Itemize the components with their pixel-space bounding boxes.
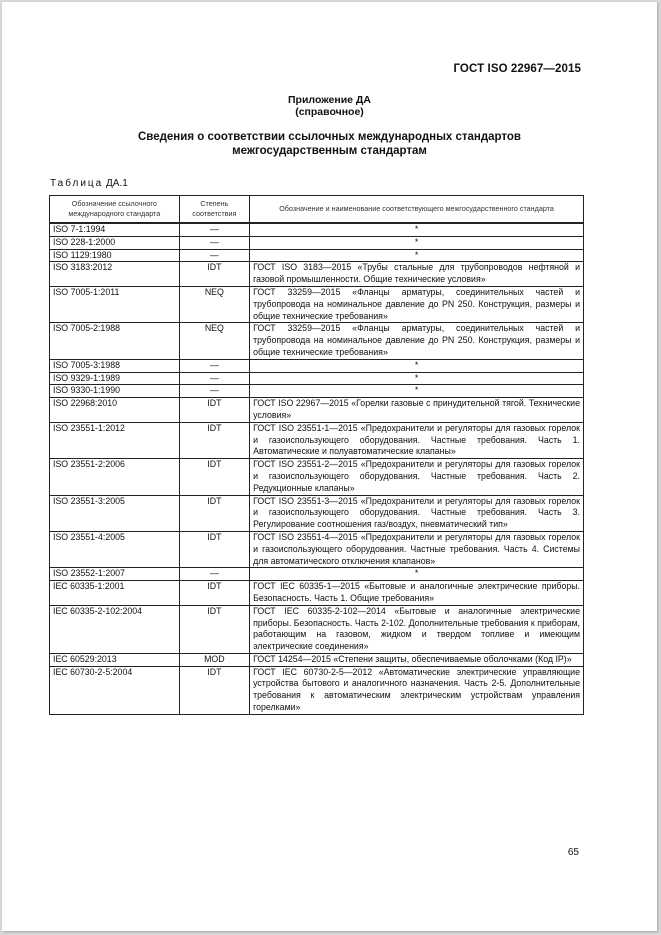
international-standard-cell: ISO 7005-2:1988	[50, 323, 180, 359]
international-standard-cell: IEC 60335-1:2001	[50, 581, 180, 606]
interstate-standard-cell: ГОСТ ISO 23551-3—2015 «Предохранители и регуляторы для газовых горелок и газоиспользующего оборудования. Частные требования. Часть 3. Регулирование соотношения газ/воздух, пневматический тип»	[250, 495, 584, 531]
table-body	[50, 223, 584, 714]
section-heading-line-2: межгосударственным стандартам	[232, 145, 427, 157]
degree-cell: —	[179, 568, 250, 581]
international-standard-cell: ISO 23552-1:2007	[50, 568, 180, 581]
table-row	[50, 666, 584, 714]
international-standard-cell: ISO 7-1:1994	[50, 223, 180, 236]
international-standard-cell: IEC 60730-2-5:2004	[50, 666, 180, 714]
international-standard-cell: ISO 23551-3:2005	[50, 495, 180, 531]
international-standard-cell: IEC 60335-2-102:2004	[50, 605, 180, 653]
degree-cell: —	[179, 359, 250, 372]
interstate-standard-cell: *	[250, 385, 584, 398]
degree-cell: IDT	[179, 495, 250, 531]
table-header-row	[50, 196, 584, 224]
interstate-standard-cell: ГОСТ IEC 60335-2-102—2014 «Бытовые и аналогичные электрические приборы. Безопасность. Часть 2-102. Дополнительные требования к приборам, работающим на газовом, жидком и твердом топливе и имеющим электрические соединения»	[250, 605, 584, 653]
interstate-standard-cell: ГОСТ IEC 60335-1—2015 «Бытовые и аналогичные электрические приборы. Безопасность. Часть 1. Общие требования»	[250, 581, 584, 606]
table-row	[50, 372, 584, 385]
interstate-standard-cell: *	[250, 236, 584, 249]
interstate-standard-cell: ГОСТ 14254—2015 «Степени защиты, обеспечиваемые оболочками (Код IP)»	[250, 653, 584, 666]
table-row	[50, 568, 584, 581]
international-standard-cell: IEC 60529:2013	[50, 653, 180, 666]
degree-cell: MOD	[179, 653, 250, 666]
table-row	[50, 605, 584, 653]
degree-cell: IDT	[179, 666, 250, 714]
table-label-prefix: Таблица	[50, 178, 104, 189]
table-row	[50, 223, 584, 236]
degree-cell: IDT	[179, 398, 250, 423]
column-header-international-standard: Обозначение ссылочного международного стандарта	[50, 196, 180, 224]
table-row	[50, 236, 584, 249]
degree-cell: IDT	[179, 262, 250, 287]
table-row	[50, 581, 584, 606]
table-label	[50, 178, 128, 189]
table-row	[50, 262, 584, 287]
table-row	[50, 359, 584, 372]
column-header-interstate-standard: Обозначение и наименование соответствующего межгосударственного стандарта	[250, 196, 584, 224]
interstate-standard-cell: ГОСТ IEC 60730-2-5—2012 «Автоматические электрические управляющие устройства бытового и аналогичного назначения. Часть 2-5. Дополнительные требования к автоматическим электрическим устройствам управления горелками»	[250, 666, 584, 714]
interstate-standard-cell: *	[250, 372, 584, 385]
international-standard-cell: ISO 7005-1:2011	[50, 286, 180, 322]
reference-standards-table	[49, 195, 584, 715]
table-row	[50, 398, 584, 423]
table-row	[50, 385, 584, 398]
international-standard-cell: ISO 9329-1:1989	[50, 372, 180, 385]
interstate-standard-cell: *	[250, 568, 584, 581]
international-standard-cell: ISO 1129:1980	[50, 249, 180, 262]
interstate-standard-cell: ГОСТ ISO 23551-4—2015 «Предохранители и регуляторы для газовых горелок и газоиспользующего оборудования. Частные требования. Часть 4. Системы для автоматического отключения клапанов»	[250, 531, 584, 567]
degree-cell: —	[179, 249, 250, 262]
table-row	[50, 323, 584, 359]
interstate-standard-cell: ГОСТ 33259—2015 «Фланцы арматуры, соединительных частей и трубопровода на номинальное давление до PN 250. Конструкция, размеры и общие технические требования»	[250, 323, 584, 359]
international-standard-cell: ISO 23551-4:2005	[50, 531, 180, 567]
table-row	[50, 459, 584, 495]
page-number: 65	[567, 847, 579, 858]
degree-cell: IDT	[179, 459, 250, 495]
international-standard-cell: ISO 228-1:2000	[50, 236, 180, 249]
international-standard-cell: ISO 23551-1:2012	[50, 422, 180, 458]
table-row	[50, 531, 584, 567]
interstate-standard-cell: ГОСТ 33259—2015 «Фланцы арматуры, соединительных частей и трубопровода на номинальное давление до PN 250. Конструкция, размеры и общие технические требования»	[250, 286, 584, 322]
interstate-standard-cell: *	[250, 223, 584, 236]
degree-cell: —	[179, 372, 250, 385]
interstate-standard-cell: ГОСТ ISO 22967—2015 «Горелки газовые с принудительной тягой. Технические условия»	[250, 398, 584, 423]
document-page	[2, 2, 657, 931]
degree-cell: NEQ	[179, 286, 250, 322]
interstate-standard-cell: ГОСТ ISO 23551-2—2015 «Предохранители и регуляторы для газовых горелок и газоиспользующего оборудования. Частные требования. Часть 2. Редукционные клапаны»	[250, 459, 584, 495]
section-heading-line-1: Сведения о соответствии ссылочных международных стандартов	[137, 131, 521, 143]
degree-cell: —	[179, 223, 250, 236]
degree-cell: —	[179, 236, 250, 249]
table-label-number: ДА.1	[106, 178, 128, 189]
section-heading	[2, 130, 657, 158]
international-standard-cell: ISO 22968:2010	[50, 398, 180, 423]
appendix-note: (справочное)	[295, 106, 364, 118]
appendix-title: Приложение ДА	[288, 94, 371, 106]
table-row	[50, 286, 584, 322]
interstate-standard-cell: ГОСТ ISO 3183—2015 «Трубы стальные для трубопроводов нефтяной и газовой промышленности. Общие технические условия»	[250, 262, 584, 287]
international-standard-cell: ISO 3183:2012	[50, 262, 180, 287]
international-standard-cell: ISO 23551-2:2006	[50, 459, 180, 495]
degree-cell: IDT	[179, 605, 250, 653]
interstate-standard-cell: ГОСТ ISO 23551-1—2015 «Предохранители и регуляторы для газовых горелок и газоиспользующего оборудования. Частные требования. Часть 1. Автоматические и полуавтоматические клапаны»	[250, 422, 584, 458]
interstate-standard-cell: *	[250, 249, 584, 262]
degree-cell: IDT	[179, 531, 250, 567]
degree-cell: NEQ	[179, 323, 250, 359]
degree-cell: IDT	[179, 422, 250, 458]
degree-cell: —	[179, 385, 250, 398]
table-row	[50, 495, 584, 531]
international-standard-cell: ISO 7005-3:1988	[50, 359, 180, 372]
degree-cell: IDT	[179, 581, 250, 606]
table-row	[50, 249, 584, 262]
interstate-standard-cell: *	[250, 359, 584, 372]
document-code: ГОСТ ISO 22967—2015	[453, 63, 581, 75]
table-row	[50, 422, 584, 458]
column-header-degree: Степень соответствия	[179, 196, 250, 224]
international-standard-cell: ISO 9330-1:1990	[50, 385, 180, 398]
table-row	[50, 653, 584, 666]
